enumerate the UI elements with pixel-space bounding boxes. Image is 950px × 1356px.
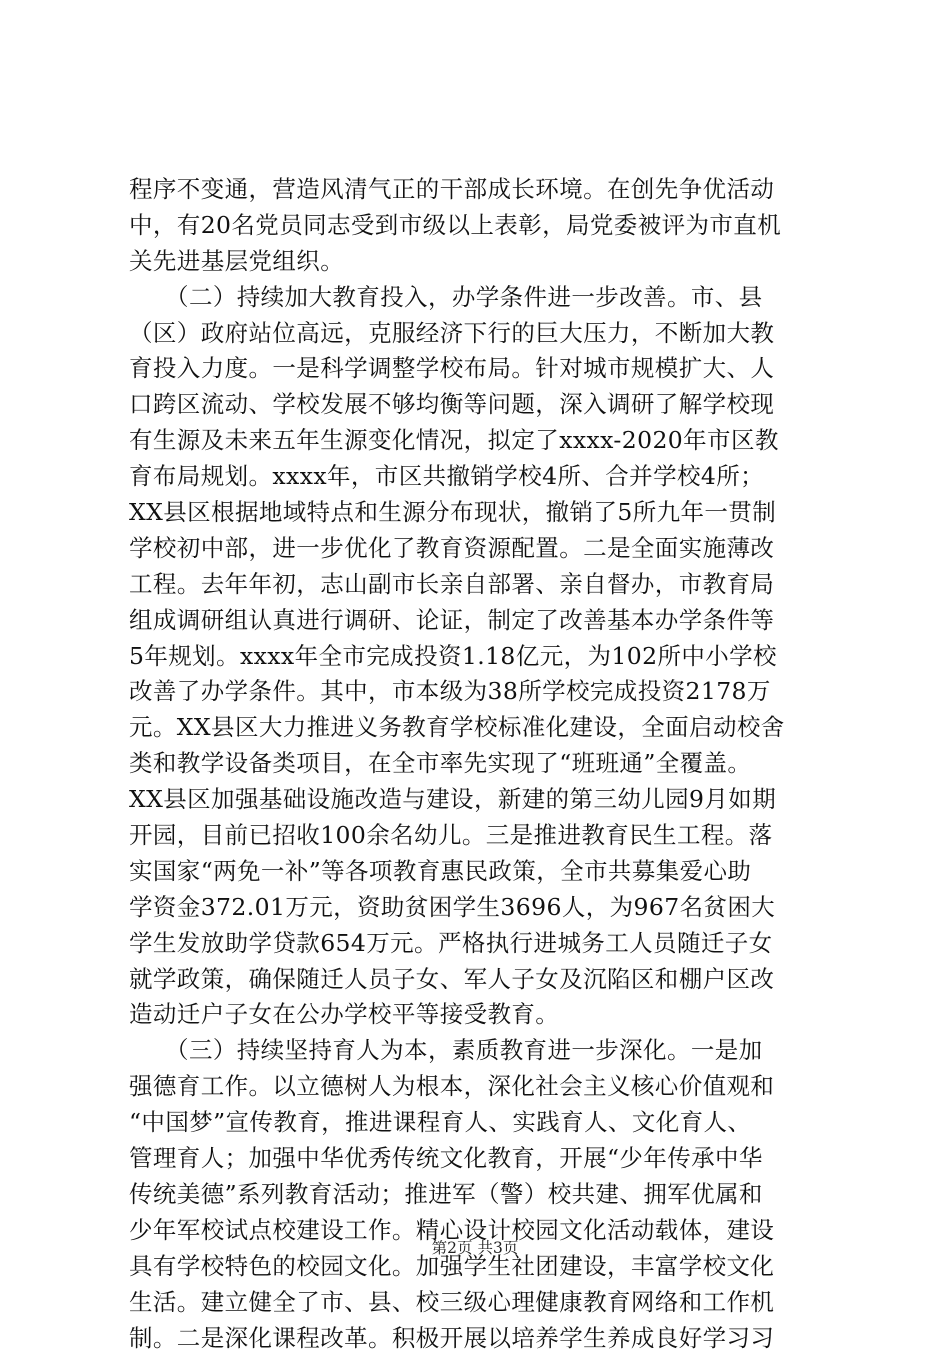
text-line: 关先进基层党组织。 (129, 244, 841, 280)
text-line: 育投入力度。一是科学调整学校布局。针对城市规模扩大、人 (129, 351, 841, 387)
text-line: 生活。建立健全了市、县、校三级心理健康教育网络和工作机 (129, 1285, 841, 1321)
text-line: 学生发放助学贷款654万元。严格执行进城务工人员随迁子女 (129, 926, 841, 962)
text-line: （二）持续加大教育投入，办学条件进一步改善。市、县 (129, 280, 841, 316)
page-number-footer: 第2页 共3页 (0, 1236, 950, 1258)
text-line: 改善了办学条件。其中，市本级为38所学校完成投资2178万 (129, 674, 841, 710)
text-line: 育布局规划。xxxx年，市区共撤销学校4所、合并学校4所； (129, 459, 841, 495)
text-line: 少年军校试点校建设工作。精心设计校园文化活动载体，建设 (129, 1213, 841, 1249)
text-line: 传统美德”系列教育活动；推进军（警）校共建、拥军优属和 (129, 1177, 841, 1213)
text-line: 元。XX县区大力推进义务教育学校标准化建设，全面启动校舍 (129, 710, 841, 746)
text-line: 就学政策，确保随迁人员子女、军人子女及沉陷区和棚户区改 (129, 962, 841, 998)
text-line: “中国梦”宣传教育，推进课程育人、实践育人、文化育人、 (129, 1105, 841, 1141)
text-line: 学资金372.01万元，资助贫困学生3696人，为967名贫困大 (129, 890, 841, 926)
text-line: 中，有20名党员同志受到市级以上表彰，局党委被评为市直机 (129, 208, 841, 244)
text-line: 口跨区流动、学校发展不够均衡等问题，深入调研了解学校现 (129, 387, 841, 423)
text-line: 强德育工作。以立德树人为根本，深化社会主义核心价值观和 (129, 1069, 841, 1105)
text-line: （三）持续坚持育人为本，素质教育进一步深化。一是加 (129, 1033, 841, 1069)
text-line: 有生源及未来五年生源变化情况，拟定了xxxx-2020年市区教 (129, 423, 841, 459)
text-line: 开园，目前已招收100余名幼儿。三是推进教育民生工程。落 (129, 818, 841, 854)
text-line: 工程。去年年初，志山副市长亲自部署、亲自督办，市教育局 (129, 567, 841, 603)
text-line: 实国家“两免一补”等各项教育惠民政策，全市共募集爱心助 (129, 854, 841, 890)
text-line: 管理育人；加强中华优秀传统文化教育，开展“少年传承中华 (129, 1141, 841, 1177)
text-line: 制。二是深化课程改革。积极开展以培养学生养成良好学习习 (129, 1321, 841, 1356)
text-line: 组成调研组认真进行调研、论证，制定了改善基本办学条件等 (129, 603, 841, 639)
text-line: XX县区根据地域特点和生源分布现状，撤销了5所九年一贯制 (129, 495, 841, 531)
document-body (129, 172, 841, 1356)
text-line: 具有学校特色的校园文化。加强学生社团建设，丰富学校文化 (129, 1249, 841, 1285)
text-line: 造动迁户子女在公办学校平等接受教育。 (129, 997, 841, 1033)
text-line: XX县区加强基础设施改造与建设，新建的第三幼儿园9月如期 (129, 782, 841, 818)
text-line: （区）政府站位高远，克服经济下行的巨大压力，不断加大教 (129, 316, 841, 352)
text-line: 程序不变通，营造风清气正的干部成长环境。在创先争优活动 (129, 172, 841, 208)
text-line: 类和教学设备类项目，在全市率先实现了“班班通”全覆盖。 (129, 746, 841, 782)
text-line: 学校初中部，进一步优化了教育资源配置。二是全面实施薄改 (129, 531, 841, 567)
text-line: 5年规划。xxxx年全市完成投资1.18亿元，为102所中小学校 (129, 639, 841, 675)
